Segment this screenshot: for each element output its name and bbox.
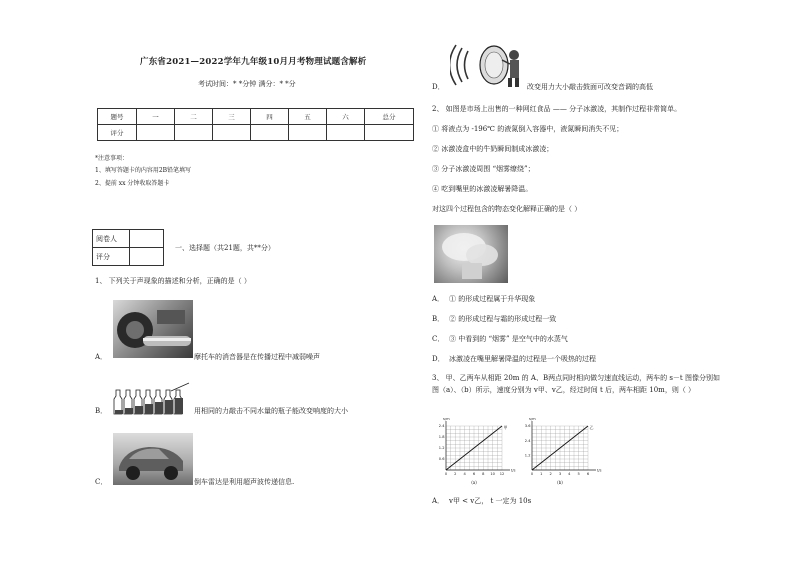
question-2-stem: 2、 如图是市场上出售的一种网红食品 —— 分子冰激凌，其制作过程非常简单。: [432, 105, 682, 113]
option-text: v甲 < v乙， t 一定为 10s: [449, 497, 532, 505]
x-tick-label: 0: [530, 472, 534, 476]
option-text: 倒车雷达是利用超声波传递信息.: [194, 478, 295, 486]
notes-heading: *注意事项：: [95, 155, 129, 162]
x-axis-label: t/s: [511, 468, 516, 473]
question-2-step: ① 将液点为 -196℃ 的液氮倒入容器中，液氮瞬间消失不见；: [432, 125, 624, 133]
score-input-cell[interactable]: [213, 125, 251, 141]
chart-caption: (a): [471, 480, 477, 485]
option-letter: A．: [95, 353, 108, 361]
notes-item: 2、提前 xx 分钟收取答题卡: [95, 180, 170, 187]
y-tick-label: 2.4: [438, 424, 445, 429]
x-tick-label: 12: [499, 472, 505, 476]
car-reversing-radar-image: [113, 433, 193, 485]
score-table: [97, 108, 414, 141]
score-cell: 四: [251, 109, 289, 125]
ice-cream-smoke-image: [434, 225, 508, 283]
x-tick-label: 3: [558, 472, 562, 476]
option-text: 冰激凌在嘴里解暑降温的过程是一个吸热的过程: [449, 355, 596, 363]
x-tick-label: 2: [454, 472, 457, 476]
y-tick-label: 0.6: [438, 457, 445, 462]
bottles-image: [113, 382, 193, 416]
x-tick-label: 4: [568, 472, 571, 476]
chart-caption: (b): [557, 480, 563, 485]
x-tick-label: 1: [540, 472, 543, 476]
chart-b: [516, 418, 612, 486]
x-tick-label: 5: [577, 472, 580, 476]
option-text: ① 的形成过程属于升华现象: [449, 295, 536, 303]
x-tick-label: 2: [549, 472, 552, 476]
score-cell: 评分: [98, 125, 137, 141]
score-input-cell[interactable]: [175, 125, 213, 141]
question-2-step: ④ 吃到嘴里的冰激凌解暑降温。: [432, 185, 533, 193]
y-tick-label: 1.2: [438, 446, 445, 451]
x-tick-label: 6: [586, 472, 590, 476]
option-text: 用相同的力敲击不同水量的瓶子能改变响度的大小: [194, 407, 348, 415]
motorcycle-muffler-image: [113, 300, 193, 358]
section-heading: 一、选择题（共21题，共**分）: [175, 244, 275, 252]
question-3-stem: 图（a）、（b）所示，速度分别为 v甲、v乙，经过时间 t 后，两车相距 10m，则（ ）: [432, 386, 696, 394]
option-letter: C．: [432, 335, 445, 343]
score-input-cell[interactable]: [289, 125, 327, 141]
y-tick-label: 2.4: [524, 438, 531, 443]
option-letter: A．: [432, 497, 445, 505]
score-cell: 六: [327, 109, 365, 125]
option-letter: A．: [432, 295, 445, 303]
x-tick-label: 0: [444, 472, 448, 476]
series-label: 乙: [589, 425, 594, 430]
grader-input-cell[interactable]: [130, 230, 164, 248]
grader-input-cell[interactable]: [130, 248, 164, 266]
x-tick-label: 10: [490, 472, 495, 476]
option-text: ② 的形成过程与霜的形成过程一致: [449, 315, 557, 323]
score-table-score-row: [98, 125, 414, 141]
score-input-cell[interactable]: [251, 125, 289, 141]
grader-table: [92, 229, 164, 266]
score-cell: 三: [213, 109, 251, 125]
grader-label: 评分: [93, 248, 130, 266]
score-input-cell[interactable]: [365, 125, 414, 141]
y-tick-label: 3.6: [524, 424, 531, 429]
exam-info: 考试时间：* *分钟 满分：* *分: [198, 80, 296, 88]
score-table-header-row: [98, 109, 414, 125]
notes-item: 1、填写答题卡的内容用2B铅笔填写: [95, 167, 192, 174]
score-cell: 一: [137, 109, 175, 125]
option-text: 改变用力大小敲击鼓面可改变音调的高低: [527, 83, 653, 91]
option-letter: D．: [432, 83, 445, 91]
option-letter: B．: [432, 315, 445, 323]
question-1-stem: 1、 下列关于声现象的描述和分析，正确的是（ ）: [95, 277, 251, 285]
option-letter: C．: [95, 478, 108, 486]
drum-image: [450, 42, 526, 88]
option-text: 摩托车的消音器是在传播过程中减弱噪声: [194, 353, 320, 361]
x-tick-label: 8: [482, 472, 485, 476]
option-letter: B．: [95, 407, 108, 415]
question-2-step: ② 冰激凌盒中的牛奶瞬间制成冰激凌；: [432, 145, 554, 153]
chart-a: [430, 418, 526, 486]
series-label: 甲: [503, 425, 508, 430]
grader-label: 阅卷人: [93, 230, 130, 248]
y-axis-label: s/m: [529, 418, 536, 421]
question-2-prompt: 对这四个过程包含的物态变化解释正确的是（ ）: [432, 205, 582, 213]
score-cell: 五: [289, 109, 327, 125]
option-letter: D．: [432, 355, 445, 363]
y-tick-label: 1.2: [524, 453, 531, 458]
option-text: ③ 中看到的 “烟雾” 是空气中的水蒸气: [449, 335, 568, 343]
score-cell: 二: [175, 109, 213, 125]
page-title: 广东省2021—2022学年九年级10月月考物理试题含解析: [140, 57, 367, 67]
x-tick-label: 6: [472, 472, 476, 476]
question-3-stem: 3、 甲、乙两车从相距 20m 的 A、B两点同时相向做匀速直线运动，两车的 s－t 图像分别如: [432, 374, 720, 382]
score-cell: 总分: [365, 109, 414, 125]
score-cell: 题号: [98, 109, 137, 125]
score-input-cell[interactable]: [137, 125, 175, 141]
x-tick-label: 4: [463, 472, 466, 476]
y-tick-label: 1.8: [438, 435, 445, 440]
question-2-step: ③ 分子冰激凌周围 “烟雾缭绕”；: [432, 165, 535, 173]
y-axis-label: s/m: [443, 418, 450, 421]
x-axis-label: t/s: [597, 468, 602, 473]
score-input-cell[interactable]: [327, 125, 365, 141]
